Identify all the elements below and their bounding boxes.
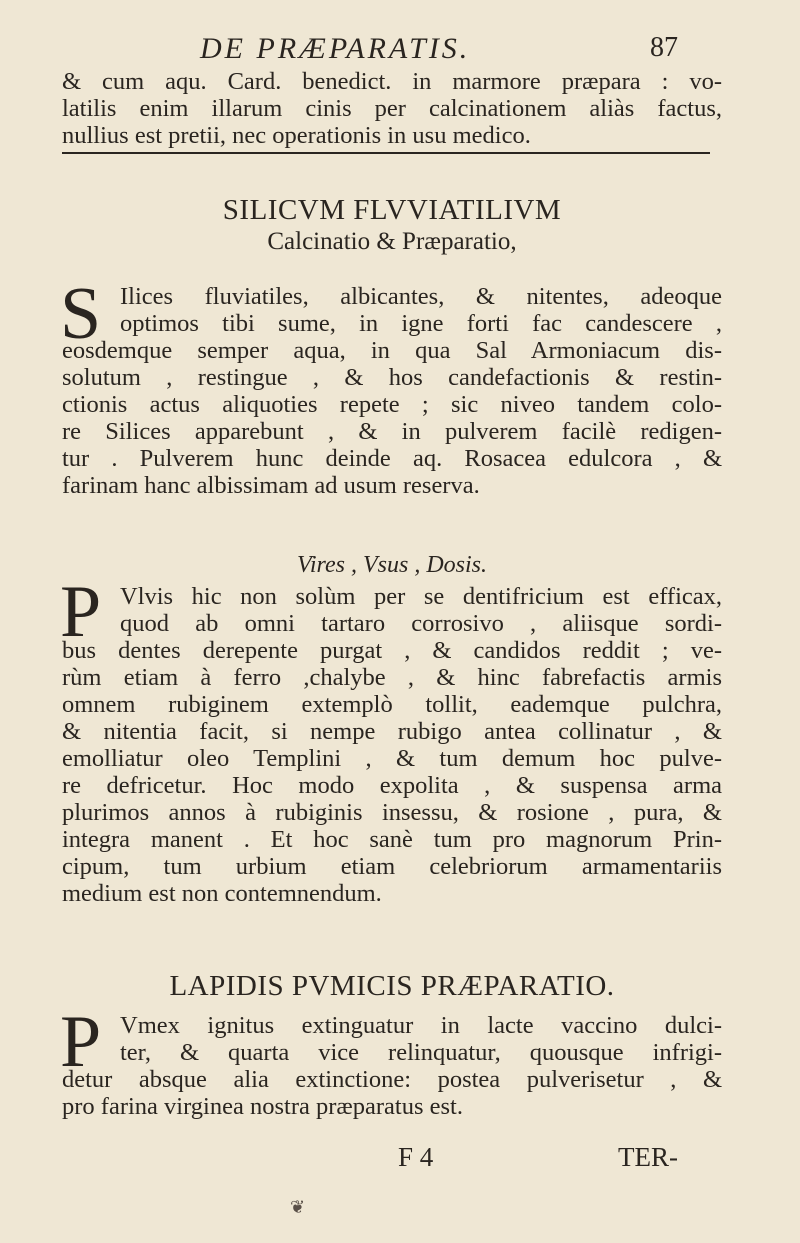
text-line: re defricetur. Hoc modo expolita , & suspensa arma (62, 772, 722, 799)
text-line: & cum aqu. Card. benedict. in marmore præpara : vo- (62, 68, 722, 95)
section3-paragraph (62, 1012, 722, 1120)
text-line: bus dentes derepente purgat , & candidos reddit ; ve- (62, 637, 722, 664)
section1-paragraph (62, 283, 722, 499)
text-line: farinam hanc albissimam ad usum reserva. (62, 472, 480, 499)
text-line: detur absque alia extinctione: postea pulverisetur , & (62, 1066, 722, 1093)
text-line: Ilices fluviatiles, albicantes, & nitentes, adeoque (120, 283, 722, 310)
section2-paragraph (62, 583, 722, 907)
drop-cap: S (60, 273, 102, 355)
text-line: eosdemque semper aqua, in qua Sal Armoniacum dis- (62, 337, 722, 364)
section-title: SILICVM FLVVIATILIVM (222, 194, 562, 226)
page-number: 87 (650, 32, 678, 63)
text-line: solutum , restingue , & hos candefactionis & restin- (62, 364, 722, 391)
text-line: nullius est pretii, nec operationis in usu medico. (62, 122, 531, 149)
text-line: Vlvis hic non solùm per se dentifricium est efficax, (120, 583, 722, 610)
running-title: DE PRÆPARATIS. (200, 32, 471, 65)
signature-mark: F 4 (398, 1142, 434, 1172)
text-line: ter, & quarta vice relinquatur, quousque infrigi- (120, 1039, 722, 1066)
catchword: TER- (618, 1142, 678, 1172)
drop-cap: P (60, 571, 102, 653)
drop-cap: P (60, 1001, 102, 1083)
section-title: LAPIDIS PVMICIS PRÆPARATIO. (169, 970, 615, 1002)
text-line: optimos tibi sume, in igne forti fac candescere , (120, 310, 722, 337)
text-line: plurimos annos à rubiginis insessu, & rosione , pura, & (62, 799, 722, 826)
text-line: latilis enim illarum cinis per calcinationem aliàs factus, (62, 95, 722, 122)
ornament-icon: ❦ (290, 1197, 306, 1217)
text-line: cipum, tum urbium etiam celebriorum armamentariis (62, 853, 722, 880)
text-line: integra manent . Et hoc sanè tum pro magnorum Prin- (62, 826, 722, 853)
text-line: quod ab omni tartaro corrosivo , aliisque sordi- (120, 610, 722, 637)
text-line: ctionis actus aliquoties repete ; sic niveo tandem colo- (62, 391, 722, 418)
text-line: Vmex ignitus extinguatur in lacte vaccino dulci- (120, 1012, 722, 1039)
section-subheading: Vires , Vsus , Dosis. (296, 552, 487, 578)
text-line: & nitentia facit, si nempe rubigo antea collinatur , & (62, 718, 722, 745)
text-line: tur . Pulverem hunc deinde aq. Rosacea edulcora , & (62, 445, 722, 472)
section-subtitle: Calcinatio & Præparatio, (267, 228, 517, 255)
text-line: rùm etiam à ferro ,chalybe , & hinc fabrefactis armis (62, 664, 722, 691)
text-line: pro farina virginea nostra præparatus est. (62, 1093, 463, 1120)
divider-rule (62, 152, 710, 154)
text-line: omnem rubiginem extemplò tollit, eademque pulchra, (62, 691, 722, 718)
top-paragraph (62, 68, 722, 149)
text-line: emolliatur oleo Templini , & tum demum hoc pulve- (62, 745, 722, 772)
text-line: re Silices apparebunt , & in pulverem facilè redigen- (62, 418, 722, 445)
text-line: medium est non contemnendum. (62, 880, 382, 907)
